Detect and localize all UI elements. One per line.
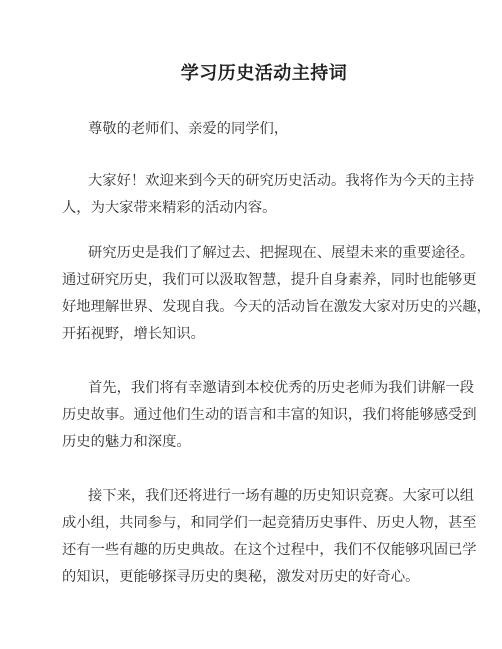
paragraph-3-line-3: 好地理解世界、发现自我。今天的活动旨在激发大家对历史的兴趣，: [62, 299, 491, 315]
paragraph-5-line-2: 成小组，共同参与，和同学们一起竞猜历史事件、历史人物，甚至: [62, 515, 477, 531]
paragraph-5-line-3: 还有一些有趣的历史典故。在这个过程中，我们不仅能够巩固已学: [62, 542, 477, 558]
paragraph-3-line-4: 开拓视野，增长知识。: [62, 326, 205, 342]
paragraph-4-line-2: 历史故事。通过他们生动的语言和丰富的知识，我们将能够感受到: [62, 407, 477, 423]
paragraph-2-line-2: 人，为大家带来精彩的活动内容。: [62, 200, 277, 216]
paragraph-2-line-1: 大家好！欢迎来到今天的研究历史活动。我将作为今天的主持: [88, 173, 475, 189]
paragraph-3-line-2: 通过研究历史，我们可以汲取智慧，提升自身素养，同时也能够更: [62, 272, 477, 288]
paragraph-5-line-4: 的知识，更能够探寻历史的奥秘，激发对历史的好奇心。: [62, 569, 420, 585]
paragraph-1-line-1: 尊敬的老师们、亲爱的同学们，: [88, 121, 289, 137]
paragraph-4-line-3: 历史的魅力和深度。: [62, 434, 191, 450]
paragraph-5-line-1: 接下来，我们还将进行一场有趣的历史知识竞赛。大家可以组: [88, 488, 475, 504]
paragraph-4-line-1: 首先，我们将有幸邀请到本校优秀的历史老师为我们讲解一段: [88, 380, 475, 396]
document-title: 学习历史活动主持词: [180, 63, 348, 84]
paragraph-3-line-1: 研究历史是我们了解过去、把握现在、展望未来的重要途径。: [88, 245, 475, 261]
